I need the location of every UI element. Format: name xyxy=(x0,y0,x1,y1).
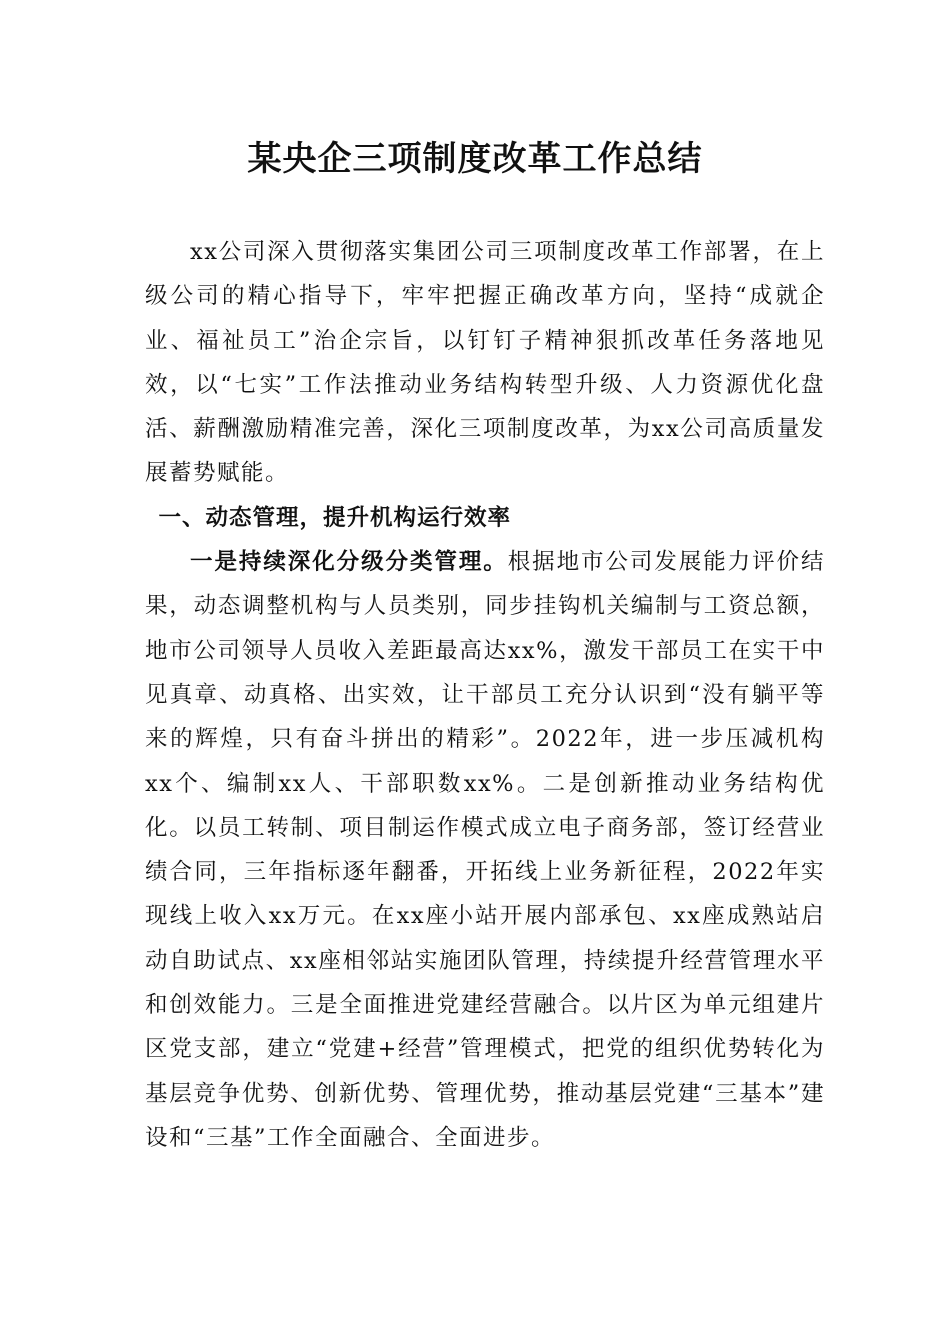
section-heading: 一、动态管理，提升机构运行效率 xyxy=(158,504,512,531)
document-body xyxy=(145,230,825,1160)
section-lead-text: 一是持续深化分级分类管理。 xyxy=(190,549,508,576)
section-paragraph xyxy=(145,540,825,1160)
document-title: 某央企三项制度改革工作总结 xyxy=(247,139,703,179)
section-body-text: 根据地市公司发展能力评价结果，动态调整机构与人员类别，同步挂钩机关编制与工资总额，地市公司领导人员收入差距最高达xx%，激发干部员工在实干中见真章、动真格、出实效，让干部员工充分认识到“没有躺平等来的辉煌，只有奋斗拼出的精彩”。2022年，进一步压减机构xx个、编制xx人、干部职数xx%。二是创新推动业务结构优化。以员工转制、项目制运作模式成立电子商务部，签订经营业绩合同，三年指标逐年翻番，开拓线上业务新征程，2022年实现线上收入xx万元。在xx座小站开展内部承包、xx座成熟站启动自助试点、xx座相邻站实施团队管理，持续提升经营管理水平和创效能力。三是全面推进党建经营融合。以片区为单元组建片区党支部，建立“党建+经营”管理模式，把党的组织优势转化为基层竞争优势、创新优势、管理优势，推动基层党建“三基本”建设和“三基”工作全面融合、全面进步。 xyxy=(145,549,825,1151)
intro-paragraph: xx公司深入贯彻落实集团公司三项制度改革工作部署，在上级公司的精心指导下，牢牢把握正确改革方向，坚持“成就企业、福祉员工”治企宗旨，以钉钉子精神狠抓改革任务落地见效，以“七实”工作法推动业务结构转型升级、人力资源优化盘活、薪酬激励精准完善，深化三项制度改革，为xx公司高质量发展蓄势赋能。 xyxy=(145,239,825,487)
